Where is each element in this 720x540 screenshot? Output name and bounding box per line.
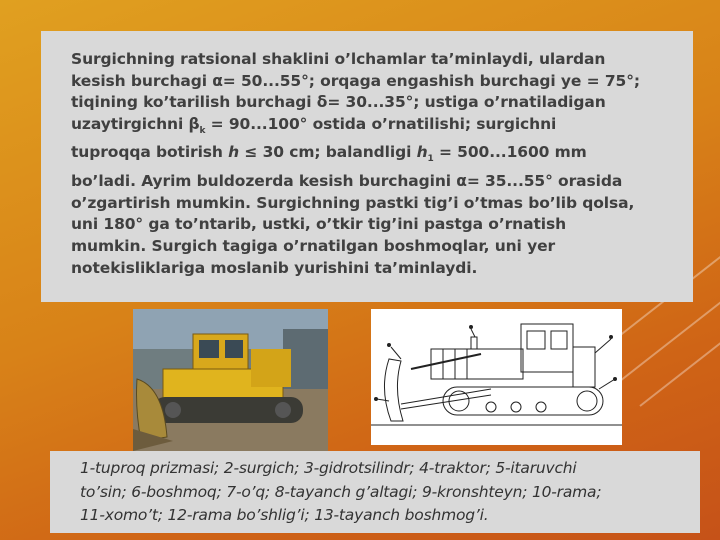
text-line: bo’ladi. Ayrim buldozerda kesish burchagini α= 35...55° orasida <box>71 172 623 191</box>
bulldozer-photo-illustration <box>133 309 328 451</box>
text-line: = 90...100° ostida o’rnatilishi; surgichni <box>205 114 557 133</box>
bulldozer-diagram <box>371 309 622 445</box>
text-line: mumkin. Surgich tagiga o’rnatilgan boshmoqlar, uni yer <box>71 236 556 255</box>
text-line: tiqining ko’tarilish burchagi δ= 30...35°; ustiga o’rnatiladigan <box>71 93 606 112</box>
var-h: h <box>228 143 240 162</box>
text-line: tuproqqa botirish <box>71 143 229 162</box>
var-h1: h <box>416 143 428 162</box>
caption-line: to’sin; 6-boshmoq; 7-o’q; 8-tayanch g’altagi; 9-kronshteyn; 10-rama; <box>80 482 602 501</box>
text-line: notekisliklariga moslanib yurishini ta’minlaydi. <box>71 258 478 277</box>
diagram-caption <box>80 457 690 528</box>
text-line: Surgichning ratsional shaklini o’lchamlar ta’minlaydi, ulardan <box>71 50 606 68</box>
text-line: o’zgartirish mumkin. Surgichning pastki tig’i o’tmas bo’lib qolsa, <box>71 193 635 212</box>
main-text-panel <box>41 31 693 302</box>
text-line: uni 180° ga to’ntarib, ustki, o’tkir tig’ini pastga o’rnatish <box>71 215 567 234</box>
text-line: uzaytirgichni β <box>71 114 200 133</box>
caption-line: 1-tuproq prizmasi; 2-surgich; 3-gidrotsilindr; 4-traktor; 5-itaruvchi <box>80 459 577 477</box>
bulldozer-photo <box>133 309 328 451</box>
text-line: kesish burchagi α= 50...55°; orqaga engashish burchagi ye = 75°; <box>71 71 640 90</box>
caption-line: 11-xomo’t; 12-rama bo’shlig’i; 13-tayanch boshmog’i. <box>80 506 489 524</box>
bulldozer-schematic <box>371 309 622 445</box>
subscript: 1 <box>427 154 434 165</box>
main-text <box>71 49 679 279</box>
caption-panel <box>50 451 700 533</box>
text-line: = 500...1600 mm <box>433 143 587 162</box>
text-line: ≤ 30 cm; balandligi <box>239 143 417 162</box>
subscript: k <box>199 125 206 136</box>
